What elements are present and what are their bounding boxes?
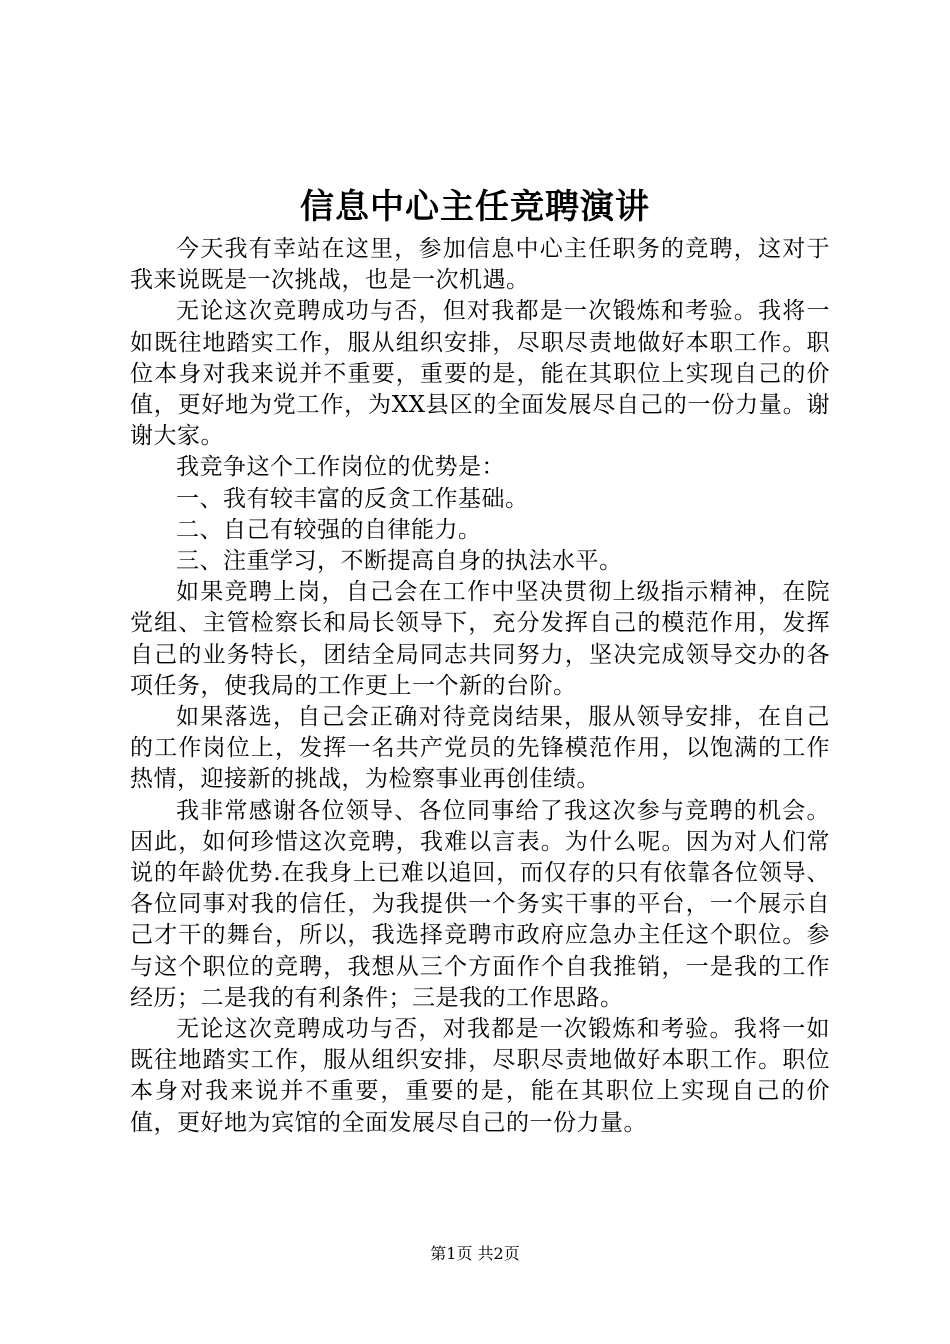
document-title: 信息中心主任竞聘演讲	[300, 187, 650, 227]
page-number-footer: 第1页 共2页	[430, 1244, 520, 1263]
paragraph: 如果落选，自己会正确对待竞岗结果，服从领导安排，在自己的工作岗位上，发挥一名共产党员的先锋模范作用，以饱满的工作热情，迎接新的挑战，为检察事业再创佳绩。	[130, 704, 830, 793]
paragraph: 无论这次竞聘成功与否，但对我都是一次锻炼和考验。我将一如既往地踏实工作，服从组织安排，尽职尽责地做好本职工作。职位本身对我来说并不重要，重要的是，能在其职位上实现自己的价值，更好地为党工作，为XX县区的全面发展尽自己的一份力量。谢谢大家。	[130, 298, 830, 450]
document-body	[130, 234, 830, 1139]
list-item: 三、注重学习，不断提高自身的执法水平。	[176, 548, 623, 575]
list-item: 一、我有较丰富的反贪工作基础。	[176, 485, 529, 512]
paragraph: 无论这次竞聘成功与否，对我都是一次锻炼和考验。我将一如既往地踏实工作，服从组织安排，尽职尽责地做好本职工作。职位本身对我来说并不重要，重要的是，能在其职位上实现自己的价值，更好地为宾馆的全面发展尽自己的一份力量。	[130, 1016, 830, 1136]
paragraph: 今天我有幸站在这里，参加信息中心主任职务的竞聘，这对于我来说既是一次挑战，也是一次机遇。	[130, 236, 830, 294]
list-item: 二、自己有较强的自律能力。	[176, 516, 482, 543]
paragraph: 我竞争这个工作岗位的优势是：	[176, 454, 505, 481]
paragraph: 我非常感谢各位领导、各位同事给了我这次参与竞聘的机会。因此，如何珍惜这次竞聘，我难以言表。为什么呢。因为对人们常说的年龄优势.在我身上已难以追回，而仅存的只有依靠各位领导、各位同事对我的信任，为我提供一个务实干事的平台，一个展示自己才干的舞台，所以，我选择竞聘市政府应急办主任这个职位。参与这个职位的竞聘，我想从三个方面作个自我推销，一是我的工作经历；二是我的有利条件；三是我的工作思路。	[130, 797, 830, 1011]
paragraph: 如果竞聘上岗，自己会在工作中坚决贯彻上级指示精神，在院党组、主管检察长和局长领导下，充分发挥自己的模范作用，发挥自己的业务特长，团结全局同志共同努力，坚决完成领导交办的各项任务，使我局的工作更上一个新的台阶。	[130, 579, 830, 699]
